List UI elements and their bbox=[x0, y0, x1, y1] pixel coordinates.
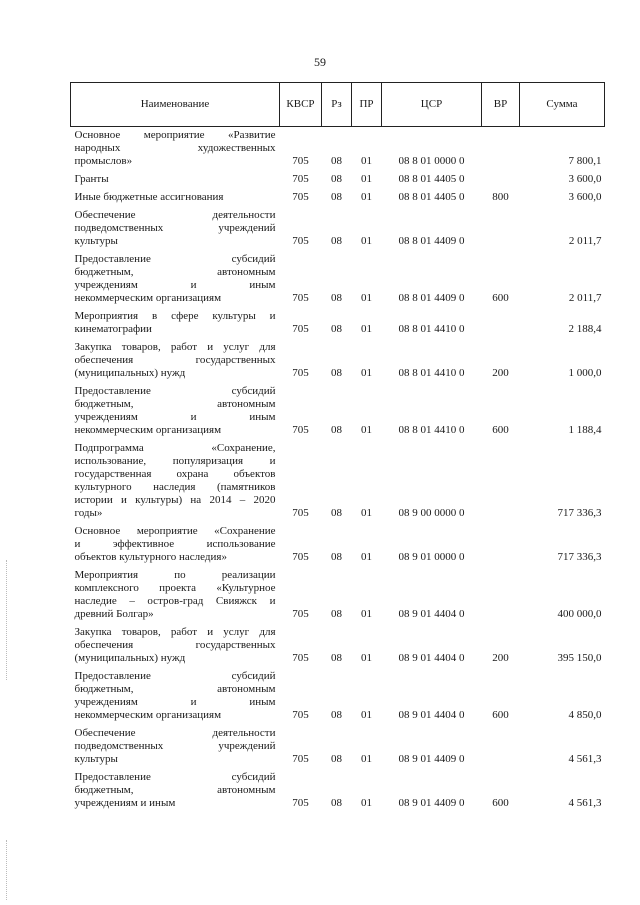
table-body bbox=[71, 127, 605, 816]
header-sum: Сумма bbox=[520, 83, 605, 127]
row-pr: 01 bbox=[361, 173, 372, 185]
row-csr: 08 8 01 4409 0 bbox=[398, 235, 465, 247]
row-name-line: культуры bbox=[74, 235, 118, 247]
row-vr: 600 bbox=[492, 709, 509, 721]
table-row bbox=[71, 385, 605, 442]
row-name-line: некоммерческим организациям bbox=[74, 292, 222, 304]
row-rz: 08 bbox=[331, 173, 342, 185]
row-csr: 08 9 01 0000 0 bbox=[398, 551, 465, 563]
row-name-cell bbox=[71, 626, 280, 670]
row-vr bbox=[482, 209, 520, 253]
row-csr: 08 8 01 4405 0 bbox=[398, 191, 465, 203]
table-row bbox=[71, 727, 605, 771]
row-name-line: народных художественных bbox=[74, 142, 276, 154]
row-vr bbox=[482, 525, 520, 569]
row-csr: 08 8 01 4409 0 bbox=[398, 292, 465, 304]
table-row bbox=[71, 191, 605, 209]
row-name-line: учреждениям и иным bbox=[74, 279, 276, 291]
row-name-cell bbox=[71, 385, 280, 442]
row-sum: 4 561,3 bbox=[568, 753, 602, 765]
row-name-line: бюджетным, автономным bbox=[74, 266, 276, 278]
row-csr: 08 9 01 4404 0 bbox=[398, 608, 465, 620]
row-name-line: Предоставление субсидий bbox=[74, 253, 276, 265]
row-name-cell bbox=[71, 310, 280, 341]
row-vr bbox=[482, 442, 520, 525]
row-sum: 4 850,0 bbox=[568, 709, 602, 721]
table-row bbox=[71, 525, 605, 569]
row-sum: 2 188,4 bbox=[568, 323, 602, 335]
row-kvsr: 705 bbox=[292, 235, 309, 247]
row-name-line: бюджетным, автономным bbox=[74, 398, 276, 410]
row-csr: 08 8 01 4405 0 bbox=[398, 173, 465, 185]
row-name-line: обеспечения государственных bbox=[74, 639, 276, 651]
row-csr: 08 8 01 4410 0 bbox=[398, 323, 465, 335]
row-csr: 08 9 01 4404 0 bbox=[398, 652, 465, 664]
row-kvsr: 705 bbox=[292, 652, 309, 664]
row-csr: 08 8 01 4410 0 bbox=[398, 367, 465, 379]
row-pr: 01 bbox=[361, 424, 372, 436]
row-name-cell bbox=[71, 191, 280, 209]
row-name-line: подведомственных учреждений bbox=[74, 222, 276, 234]
header-rz: Рз bbox=[322, 83, 352, 127]
row-kvsr: 705 bbox=[292, 173, 309, 185]
row-csr: 08 9 01 4409 0 bbox=[398, 753, 465, 765]
row-name-line: Мероприятия по реализации bbox=[74, 569, 276, 581]
row-name-cell bbox=[71, 173, 280, 191]
row-name-line: Обеспечение деятельности bbox=[74, 209, 276, 221]
row-vr: 600 bbox=[492, 797, 509, 809]
table-row bbox=[71, 442, 605, 525]
row-vr bbox=[482, 727, 520, 771]
row-rz: 08 bbox=[331, 753, 342, 765]
budget-table bbox=[70, 82, 605, 815]
row-name-line: учреждениям и иным bbox=[74, 797, 176, 809]
row-vr: 600 bbox=[492, 424, 509, 436]
row-name-line: Мероприятия в сфере культуры и bbox=[74, 310, 276, 322]
row-name-line: Гранты bbox=[74, 173, 109, 185]
row-name-line: Закупка товаров, работ и услуг для bbox=[74, 341, 276, 353]
row-name-line: Предоставление субсидий bbox=[74, 385, 276, 397]
row-vr bbox=[482, 127, 520, 174]
row-name-line: Основное мероприятие «Сохранение bbox=[74, 525, 276, 537]
row-name-cell bbox=[71, 209, 280, 253]
table-row bbox=[71, 569, 605, 626]
row-rz: 08 bbox=[331, 424, 342, 436]
row-name-line: культурного наследия (памятников bbox=[74, 481, 276, 493]
row-name-line: и эффективное использование bbox=[74, 538, 276, 550]
row-rz: 08 bbox=[331, 551, 342, 563]
table-row bbox=[71, 626, 605, 670]
row-name-line: культуры bbox=[74, 753, 118, 765]
row-pr: 01 bbox=[361, 323, 372, 335]
header-vr: ВР bbox=[482, 83, 520, 127]
header-pr: ПР bbox=[352, 83, 382, 127]
row-sum: 1 000,0 bbox=[568, 367, 602, 379]
row-kvsr: 705 bbox=[292, 155, 309, 167]
row-name-line: обеспечения государственных bbox=[74, 354, 276, 366]
row-name-line: учреждениям и иным bbox=[74, 411, 276, 423]
row-csr: 08 8 01 0000 0 bbox=[398, 155, 465, 167]
scan-margin-line bbox=[6, 560, 7, 680]
row-name-line: (муниципальных) нужд bbox=[74, 652, 186, 664]
row-rz: 08 bbox=[331, 235, 342, 247]
row-vr: 800 bbox=[492, 191, 509, 203]
row-name-line: Подпрограмма «Сохранение, bbox=[74, 442, 276, 454]
row-name-line: Предоставление субсидий bbox=[74, 771, 276, 783]
row-name-line: государственная охрана объектов bbox=[74, 468, 276, 480]
table-row bbox=[71, 173, 605, 191]
row-vr: 600 bbox=[492, 292, 509, 304]
row-rz: 08 bbox=[331, 652, 342, 664]
row-name-line: годы» bbox=[74, 507, 103, 519]
row-name-line: истории и культуры) на 2014 – 2020 bbox=[74, 494, 276, 506]
row-name-line: подведомственных учреждений bbox=[74, 740, 276, 752]
table-row bbox=[71, 341, 605, 385]
row-kvsr: 705 bbox=[292, 709, 309, 721]
row-sum: 2 011,7 bbox=[568, 292, 602, 304]
row-sum: 395 150,0 bbox=[557, 652, 602, 664]
row-name-cell bbox=[71, 771, 280, 815]
row-vr: 200 bbox=[492, 367, 509, 379]
row-name-cell bbox=[71, 253, 280, 310]
page-number: 59 bbox=[314, 55, 326, 69]
row-pr: 01 bbox=[361, 155, 372, 167]
row-kvsr: 705 bbox=[292, 191, 309, 203]
row-sum: 4 561,3 bbox=[568, 797, 602, 809]
scan-margin-line bbox=[6, 840, 7, 900]
table-row bbox=[71, 209, 605, 253]
row-name-line: некоммерческим организациям bbox=[74, 709, 222, 721]
row-sum: 1 188,4 bbox=[568, 424, 602, 436]
row-csr: 08 9 01 4409 0 bbox=[398, 797, 465, 809]
row-name-cell bbox=[71, 525, 280, 569]
row-pr: 01 bbox=[361, 507, 372, 519]
table-row bbox=[71, 771, 605, 815]
row-name-cell bbox=[71, 442, 280, 525]
row-name-line: комплексного проекта «Культурное bbox=[74, 582, 276, 594]
row-rz: 08 bbox=[331, 367, 342, 379]
header-row bbox=[71, 83, 605, 127]
row-name-line: промыслов» bbox=[74, 155, 133, 167]
row-sum: 400 000,0 bbox=[557, 608, 602, 620]
row-kvsr: 705 bbox=[292, 323, 309, 335]
row-rz: 08 bbox=[331, 191, 342, 203]
row-sum: 2 011,7 bbox=[568, 235, 602, 247]
row-name-line: Иные бюджетные ассигнования bbox=[74, 191, 224, 203]
row-pr: 01 bbox=[361, 797, 372, 809]
row-pr: 01 bbox=[361, 367, 372, 379]
table-row bbox=[71, 127, 605, 174]
row-rz: 08 bbox=[331, 608, 342, 620]
row-name-cell bbox=[71, 670, 280, 727]
row-kvsr: 705 bbox=[292, 292, 309, 304]
table-row bbox=[71, 310, 605, 341]
row-rz: 08 bbox=[331, 323, 342, 335]
row-name-cell bbox=[71, 727, 280, 771]
row-kvsr: 705 bbox=[292, 608, 309, 620]
header-csr: ЦСР bbox=[382, 83, 482, 127]
row-vr bbox=[482, 173, 520, 191]
row-name-line: (муниципальных) нужд bbox=[74, 367, 186, 379]
row-sum: 717 336,3 bbox=[557, 507, 602, 519]
row-rz: 08 bbox=[331, 709, 342, 721]
row-pr: 01 bbox=[361, 652, 372, 664]
header-name: Наименование bbox=[71, 83, 280, 127]
row-sum: 717 336,3 bbox=[557, 551, 602, 563]
header-kvsr: КВСР bbox=[280, 83, 322, 127]
row-name-line: Предоставление субсидий bbox=[74, 670, 276, 682]
row-name-cell bbox=[71, 127, 280, 174]
row-vr bbox=[482, 569, 520, 626]
row-pr: 01 bbox=[361, 608, 372, 620]
row-name-line: древний Болгар» bbox=[74, 608, 154, 620]
row-name-line: наследие – остров-град Свияжск и bbox=[74, 595, 276, 607]
row-name-line: бюджетным, автономным bbox=[74, 784, 276, 796]
table-row bbox=[71, 670, 605, 727]
row-vr bbox=[482, 310, 520, 341]
table-row bbox=[71, 253, 605, 310]
row-name-line: использование, популяризация и bbox=[74, 455, 276, 467]
row-name-line: Основное мероприятие «Развитие bbox=[74, 129, 276, 141]
row-pr: 01 bbox=[361, 551, 372, 563]
row-name-cell bbox=[71, 569, 280, 626]
row-name-line: бюджетным, автономным bbox=[74, 683, 276, 695]
row-pr: 01 bbox=[361, 235, 372, 247]
row-rz: 08 bbox=[331, 155, 342, 167]
row-vr: 200 bbox=[492, 652, 509, 664]
row-name-line: Обеспечение деятельности bbox=[74, 727, 276, 739]
row-csr: 08 9 01 4404 0 bbox=[398, 709, 465, 721]
row-rz: 08 bbox=[331, 797, 342, 809]
row-pr: 01 bbox=[361, 191, 372, 203]
row-rz: 08 bbox=[331, 292, 342, 304]
row-kvsr: 705 bbox=[292, 507, 309, 519]
row-name-line: кинематографии bbox=[74, 323, 152, 335]
row-sum: 3 600,0 bbox=[568, 191, 602, 203]
row-pr: 01 bbox=[361, 709, 372, 721]
row-sum: 3 600,0 bbox=[568, 173, 602, 185]
row-name-cell bbox=[71, 341, 280, 385]
row-kvsr: 705 bbox=[292, 424, 309, 436]
row-pr: 01 bbox=[361, 753, 372, 765]
row-name-line: объектов культурного наследия» bbox=[74, 551, 227, 563]
row-kvsr: 705 bbox=[292, 551, 309, 563]
row-name-line: Закупка товаров, работ и услуг для bbox=[74, 626, 276, 638]
row-csr: 08 8 01 4410 0 bbox=[398, 424, 465, 436]
row-name-line: некоммерческим организациям bbox=[74, 424, 222, 436]
row-csr: 08 9 00 0000 0 bbox=[398, 507, 465, 519]
row-sum: 7 800,1 bbox=[568, 155, 602, 167]
row-kvsr: 705 bbox=[292, 753, 309, 765]
row-rz: 08 bbox=[331, 507, 342, 519]
row-kvsr: 705 bbox=[292, 797, 309, 809]
row-name-line: учреждениям и иным bbox=[74, 696, 276, 708]
row-pr: 01 bbox=[361, 292, 372, 304]
row-kvsr: 705 bbox=[292, 367, 309, 379]
